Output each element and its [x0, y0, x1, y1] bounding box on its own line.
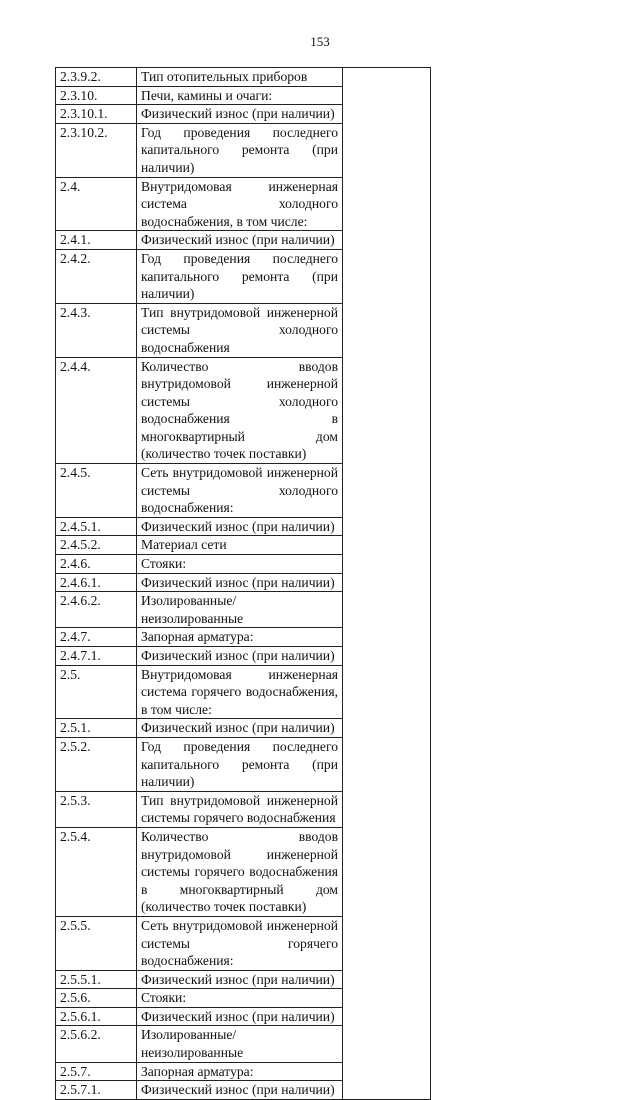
item-number-cell: 2.4.	[56, 177, 137, 231]
item-description-cell: Физический износ (при наличии)	[137, 231, 343, 250]
item-number-cell: 2.3.10.2.	[56, 123, 137, 177]
item-number-cell: 2.4.5.2.	[56, 536, 137, 555]
item-description-cell: Стояки:	[137, 989, 343, 1008]
item-number-cell: 2.4.7.	[56, 628, 137, 647]
item-number-cell: 2.3.10.1.	[56, 105, 137, 124]
item-description-cell: Год проведения последнего капитального ремонта (при наличии)	[137, 249, 343, 303]
item-description-cell: Печи, камины и очаги:	[137, 86, 343, 105]
item-description-cell: Физический износ (при наличии)	[137, 573, 343, 592]
item-number-cell: 2.4.6.1.	[56, 573, 137, 592]
item-description-cell: Внутридомовая инженерная система холодного водоснабжения, в том числе:	[137, 177, 343, 231]
characteristics-table	[55, 67, 431, 1100]
item-description-cell: Год проведения последнего капитального ремонта (при наличии)	[137, 123, 343, 177]
item-number-cell: 2.4.7.1.	[56, 647, 137, 666]
item-description-cell: Изолированные/неизолированные	[137, 1026, 343, 1062]
item-number-cell: 2.4.6.2.	[56, 592, 137, 628]
item-description-cell: Тип отопительных приборов	[137, 68, 343, 87]
item-number-cell: 2.5.5.	[56, 916, 137, 970]
item-description-cell: Сеть внутридомовой инженерной системы холодного водоснабжения:	[137, 464, 343, 518]
item-number-cell: 2.5.3.	[56, 791, 137, 827]
table-row	[56, 68, 431, 87]
item-number-cell: 2.4.3.	[56, 303, 137, 357]
item-description-cell: Внутридомовая инженерная система горячего водоснабжения, в том числе:	[137, 665, 343, 719]
item-number-cell: 2.4.5.1.	[56, 517, 137, 536]
item-description-cell: Тип внутридомовой инженерной системы холодного водоснабжения	[137, 303, 343, 357]
value-column-cell	[343, 68, 431, 1100]
item-description-cell: Запорная арматура:	[137, 1062, 343, 1081]
item-number-cell: 2.5.6.1.	[56, 1007, 137, 1026]
item-number-cell: 2.5.4.	[56, 827, 137, 916]
item-number-cell: 2.4.1.	[56, 231, 137, 250]
item-description-cell: Сеть внутридомовой инженерной системы горячего водоснабжения:	[137, 916, 343, 970]
item-description-cell: Год проведения последнего капитального ремонта (при наличии)	[137, 737, 343, 791]
item-number-cell: 2.4.6.	[56, 555, 137, 574]
item-description-cell: Физический износ (при наличии)	[137, 1007, 343, 1026]
item-number-cell: 2.5.7.1.	[56, 1081, 137, 1100]
item-description-cell: Изолированные/неизолированные	[137, 592, 343, 628]
item-description-cell: Физический износ (при наличии)	[137, 105, 343, 124]
item-number-cell: 2.5.6.	[56, 989, 137, 1008]
item-description-cell: Запорная арматура:	[137, 628, 343, 647]
item-description-cell: Физический износ (при наличии)	[137, 1081, 343, 1100]
item-description-cell: Количество вводов внутридомовой инженерной системы горячего водоснабжения в многоквартирный дом (количество точек поставки)	[137, 827, 343, 916]
item-number-cell: 2.5.1.	[56, 719, 137, 738]
item-number-cell: 2.4.4.	[56, 357, 137, 464]
item-description-cell: Стояки:	[137, 555, 343, 574]
item-number-cell: 2.3.9.2.	[56, 68, 137, 87]
item-description-cell: Тип внутридомовой инженерной системы горячего водоснабжения	[137, 791, 343, 827]
item-number-cell: 2.3.10.	[56, 86, 137, 105]
item-description-cell: Физический износ (при наличии)	[137, 970, 343, 989]
item-description-cell: Физический износ (при наличии)	[137, 647, 343, 666]
item-number-cell: 2.5.2.	[56, 737, 137, 791]
item-number-cell: 2.4.2.	[56, 249, 137, 303]
item-description-cell: Физический износ (при наличии)	[137, 719, 343, 738]
page-number: 153	[310, 34, 330, 49]
item-description-cell: Материал сети	[137, 536, 343, 555]
item-number-cell: 2.5.5.1.	[56, 970, 137, 989]
item-number-cell: 2.5.7.	[56, 1062, 137, 1081]
item-number-cell: 2.4.5.	[56, 464, 137, 518]
item-number-cell: 2.5.	[56, 665, 137, 719]
table-body	[56, 68, 431, 1100]
item-description-cell: Количество вводов внутридомовой инженерной системы холодного водоснабжения в многоквартирный дом (количество точек поставки)	[137, 357, 343, 464]
item-description-cell: Физический износ (при наличии)	[137, 517, 343, 536]
item-number-cell: 2.5.6.2.	[56, 1026, 137, 1062]
